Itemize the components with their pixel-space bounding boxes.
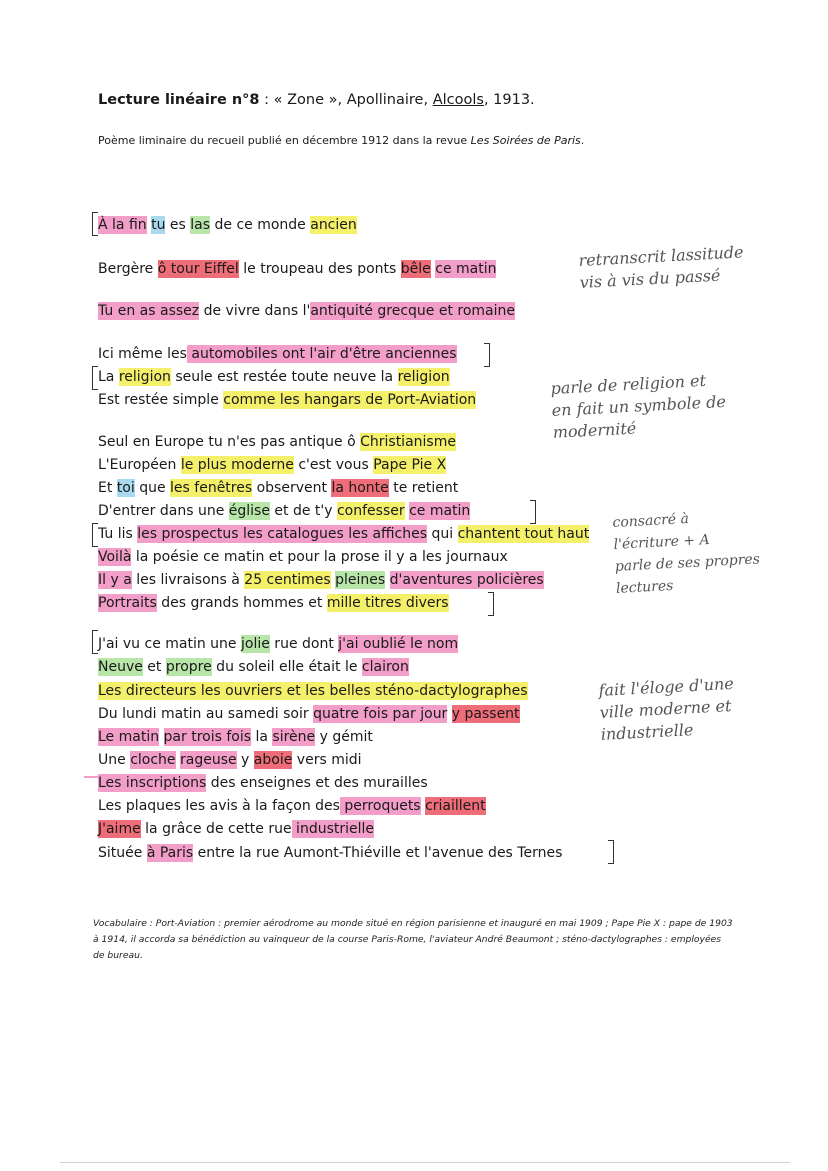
note-line: en fait un symbole de [551,391,727,420]
highlighted-phrase: rageuse [179,752,237,768]
document-title [98,92,535,108]
highlighted-phrase: j'ai oublié le nom [338,636,459,652]
poem-line [98,773,428,793]
text-segment: la poésie ce matin et pour la prose il y a les journaux [131,549,508,565]
highlighted-phrase: ce matin [409,503,471,519]
highlighted-phrase: les prospectus les catalogues les affiches [137,526,428,542]
vocabulary-note: Vocabulaire : Port-Aviation : premier aérodrome au monde situé en région parisienne et inauguré en mai 1909 ; Pape Pie X : pape de 1903 à 1914, il accorda sa bénédiction au vainqueur de la course Paris-Rome, l'aviateur André Beaumont ; sténo-dactylographes : employées de bureau. [93,918,733,961]
margin-note-religion [550,369,728,444]
text-segment: de ce monde [210,217,311,233]
poem-line [98,344,457,364]
poem-line [98,478,458,498]
highlighted-phrase: Neuve [98,659,143,675]
text-segment: Bergère [98,261,158,277]
highlighted-phrase: ce matin [435,261,497,277]
poem-line [98,432,456,452]
text-segment: vers midi [292,752,362,768]
page-bottom-edge [60,1162,790,1163]
highlighted-phrase: À la fin [98,217,147,233]
text-segment: c'est vous [293,457,374,473]
highlighted-phrase: chantent tout haut [457,526,590,542]
highlighted-phrase: religion [397,369,450,385]
text-segment: rue dont [269,636,339,652]
bracket-open [92,630,98,654]
note-line: retranscrit lassitude [578,242,744,270]
text-segment: et [142,659,166,675]
text-segment: Les plaques les avis à la façon des [98,798,340,814]
text-segment: la [251,729,273,745]
highlighted-phrase: aboie [253,752,293,768]
bracket-close [488,592,494,616]
highlighted-phrase: y passent [451,706,520,722]
highlighted-phrase: église [228,503,270,519]
highlighted-phrase: antiquité grecque et romaine [310,303,516,319]
bracket-open [92,366,98,390]
text-segment: J'ai vu ce matin une [98,636,241,652]
text-segment: les livraisons à [131,572,245,588]
poem-line [98,455,446,475]
highlighted-phrase: bêle [400,261,431,277]
title-year: , 1913. [483,92,535,108]
text-segment: et de t'y [269,503,337,519]
highlighted-phrase: Pape Pie X [373,457,447,473]
highlighted-phrase: criaillent [425,798,486,814]
text-segment: observent [252,480,332,496]
margin-note-lassitude [578,241,745,294]
bracket-close [530,500,536,524]
text-segment: des enseignes et des murailles [206,775,428,791]
highlighted-phrase: Christianisme [360,434,456,450]
text-segment [385,572,389,588]
text-segment: que [134,480,171,496]
text-segment: D'entrer dans une [98,503,229,519]
note-line: l'écriture + A [613,531,710,553]
highlighted-phrase: à Paris [146,845,194,861]
highlighted-phrase: Tu en as assez [98,303,200,319]
text-segment: Ici même les [98,346,187,362]
subtitle-pre: Poème liminaire du recueil publié en décembre 1912 dans la revue [98,134,471,147]
text-segment: la grâce de cette rue [140,821,292,837]
highlighted-phrase: Le matin [98,729,160,745]
poem-line [98,570,544,590]
text-segment: des grands hommes et [156,595,327,611]
highlighted-phrase: automobiles ont l'air d'être anciennes [186,346,457,362]
document-subtitle [98,134,584,147]
highlighted-phrase: d'aventures policières [389,572,544,588]
highlighted-phrase: J'aime [98,821,141,837]
highlighted-phrase: Voilà [98,549,132,565]
highlighted-phrase: las [190,217,211,233]
poem-line [98,593,449,613]
text-segment: Est restée simple [98,392,224,408]
poem-line [98,681,528,701]
title-separator: : « Zone », Apollinaire, [259,92,433,108]
poem-line [98,843,562,863]
highlighted-phrase: Les inscriptions [98,775,207,791]
poem-line [98,259,496,279]
highlighted-phrase: mille titres divers [326,595,449,611]
highlighted-phrase: ancien [310,217,357,233]
text-segment: le troupeau des ponts [238,261,401,277]
note-line: parle de ses propres [614,551,761,575]
bracket-open [92,212,98,236]
poem-line [98,547,508,567]
text-segment: te retient [388,480,459,496]
note-line: vis à vis du passé [579,265,721,292]
subtitle-post: . [580,134,585,147]
poem-line [98,657,409,677]
text-segment: Une [98,752,131,768]
poem-line [98,524,589,544]
note-line: modernité [552,418,637,442]
text-segment [159,729,163,745]
highlighted-phrase: ô tour Eiffel [157,261,239,277]
note-line: parle de religion et [550,370,707,398]
text-segment: La [98,369,119,385]
highlighted-phrase: par trois fois [163,729,252,745]
note-line: ville moderne et [599,696,732,722]
poem-line [98,819,374,839]
title-work: Alcools [432,92,484,108]
highlighted-phrase: perroquets [339,798,421,814]
margin-note-ville [598,673,737,746]
text-segment: seule est restée toute neuve la [170,369,398,385]
highlighted-phrase: quatre fois par jour [313,706,448,722]
highlighted-phrase: Portraits [98,595,157,611]
highlighted-phrase: confesser [336,503,405,519]
title-bold: Lecture linéaire n°8 [98,92,260,108]
highlighted-phrase: religion [118,369,171,385]
poem-line [98,501,470,521]
poem-line [98,367,450,387]
highlighted-phrase: jolie [241,636,270,652]
highlighted-phrase: Les directeurs les ouvriers et les belles sténo-dactylographes [98,683,528,699]
text-segment: es [165,217,191,233]
bracket-close [608,840,614,864]
highlighted-phrase: sirène [272,729,316,745]
text-segment: qui [427,526,458,542]
highlighter-stroke [84,776,98,778]
highlighted-phrase: tu [151,217,166,233]
text-segment: y gémit [315,729,373,745]
highlighted-phrase: les fenêtres [170,480,253,496]
poem-line [98,215,357,235]
text-segment: entre la rue Aumont-Thiéville et l'avenue des Ternes [193,845,563,861]
highlighted-phrase: industrielle [291,821,375,837]
text-segment: Située [98,845,147,861]
highlighted-phrase: 25 centimes [244,572,331,588]
note-line: industrielle [600,720,694,744]
highlighted-phrase: propre [165,659,212,675]
note-line: fait l'éloge d'une [598,673,735,700]
poem-line [98,704,520,724]
poem-line [98,796,486,816]
text-segment: Tu lis [98,526,138,542]
margin-note-ecriture [612,504,762,599]
note-line: consacré à [612,510,690,531]
subtitle-journal: Les Soirées de Paris [470,134,581,147]
highlighted-phrase: la honte [331,480,389,496]
poem-line [98,750,362,770]
text-segment: Du lundi matin au samedi soir [98,706,314,722]
bracket-close [484,343,490,367]
poem-line [98,390,476,410]
text-segment: y [236,752,254,768]
highlighted-phrase: toi [116,480,135,496]
poem-line [98,301,515,321]
text-segment: du soleil elle était le [211,659,362,675]
highlighted-phrase: comme les hangars de Port-Aviation [223,392,477,408]
poem-line [98,727,373,747]
text-segment: L'Européen [98,457,181,473]
highlighted-phrase: pleines [335,572,386,588]
text-segment: de vivre dans l' [199,303,311,319]
note-line: lectures [615,577,674,597]
highlighted-phrase: cloche [130,752,176,768]
highlighted-phrase: le plus moderne [180,457,294,473]
highlighted-phrase: Il y a [98,572,132,588]
highlighted-phrase: clairon [361,659,409,675]
poem-line [98,634,458,654]
bracket-open [92,523,98,547]
text-segment: Et [98,480,117,496]
text-segment: Seul en Europe tu n'es pas antique ô [98,434,361,450]
